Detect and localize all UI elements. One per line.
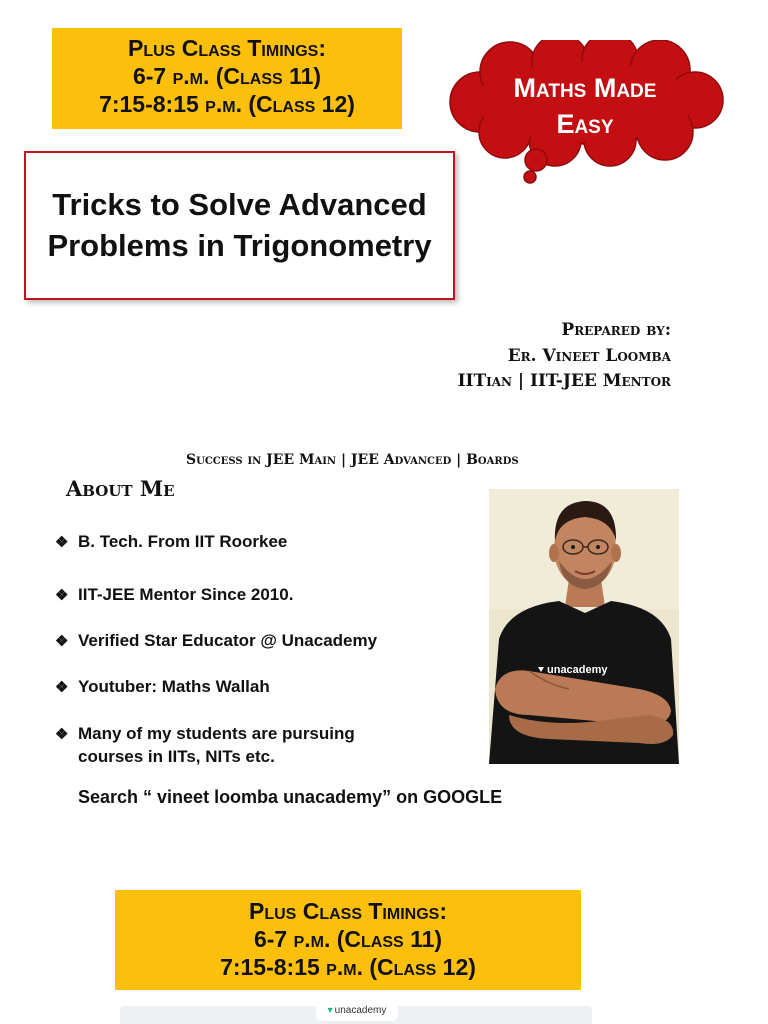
list-item	[55, 531, 287, 554]
title-line-1: Tricks to Solve Advanced	[52, 186, 427, 222]
timings-heading: Plus Class Timings:	[127, 35, 326, 61]
timings-heading: Plus Class Timings:	[248, 898, 447, 924]
diamond-bullet-icon: ❖	[55, 726, 69, 743]
list-item-text: Verified Star Educator @ Unacademy	[78, 631, 378, 650]
list-item	[55, 630, 377, 653]
instructor-photo	[489, 489, 679, 764]
list-item-text: B. Tech. From IIT Roorkee	[78, 532, 288, 551]
footer-logo-text: unacademy	[334, 1004, 387, 1016]
prepared-by-label: Prepared by:	[561, 320, 671, 340]
badge-line-1: Maths Made	[513, 73, 657, 103]
footer-logo	[316, 999, 398, 1021]
maths-made-easy-badge-text	[480, 70, 690, 143]
timing-class-12: 7:15-8:15 p.m. (Class 12)	[220, 954, 476, 981]
title-line-2: Problems in Trigonometry	[47, 227, 432, 263]
timing-class-11: 6-7 p.m. (Class 11)	[132, 63, 322, 90]
list-item-text: Many of my students are pursuing courses in IITs, NITs etc.	[78, 724, 355, 766]
search-instruction: Search “ vineet loomba unacademy” on GOOGLE	[78, 787, 503, 807]
title-box	[24, 151, 455, 300]
badge-line-2: Easy	[556, 109, 614, 140]
diamond-bullet-icon: ❖	[55, 534, 69, 551]
unacademy-logo-icon: ▾	[327, 1004, 333, 1016]
prepared-by-block	[458, 318, 671, 395]
diamond-bullet-icon: ❖	[55, 633, 69, 650]
list-item	[55, 584, 293, 607]
class-timings-box-bottom	[115, 890, 581, 990]
class-timings-box-top	[52, 28, 402, 129]
list-item	[55, 676, 270, 699]
author-role: IITian | IIT-JEE Mentor	[457, 371, 671, 391]
list-item-text: Youtuber: Maths Wallah	[78, 677, 270, 696]
shirt-logo-text: unacademy	[547, 664, 608, 676]
diamond-bullet-icon: ❖	[55, 587, 69, 604]
timing-class-11: 6-7 p.m. (Class 11)	[253, 926, 443, 953]
timing-class-12: 7:15-8:15 p.m. (Class 12)	[99, 91, 355, 118]
page-title	[47, 185, 431, 267]
tagline: Success in JEE Main | JEE Advanced | Boards	[186, 452, 519, 468]
list-item-text: IIT-JEE Mentor Since 2010.	[78, 585, 294, 604]
diamond-bullet-icon: ❖	[55, 679, 69, 696]
author-name: Er. Vineet Loomba	[507, 345, 671, 366]
about-me-heading: About Me	[66, 476, 175, 501]
list-item	[55, 723, 395, 769]
